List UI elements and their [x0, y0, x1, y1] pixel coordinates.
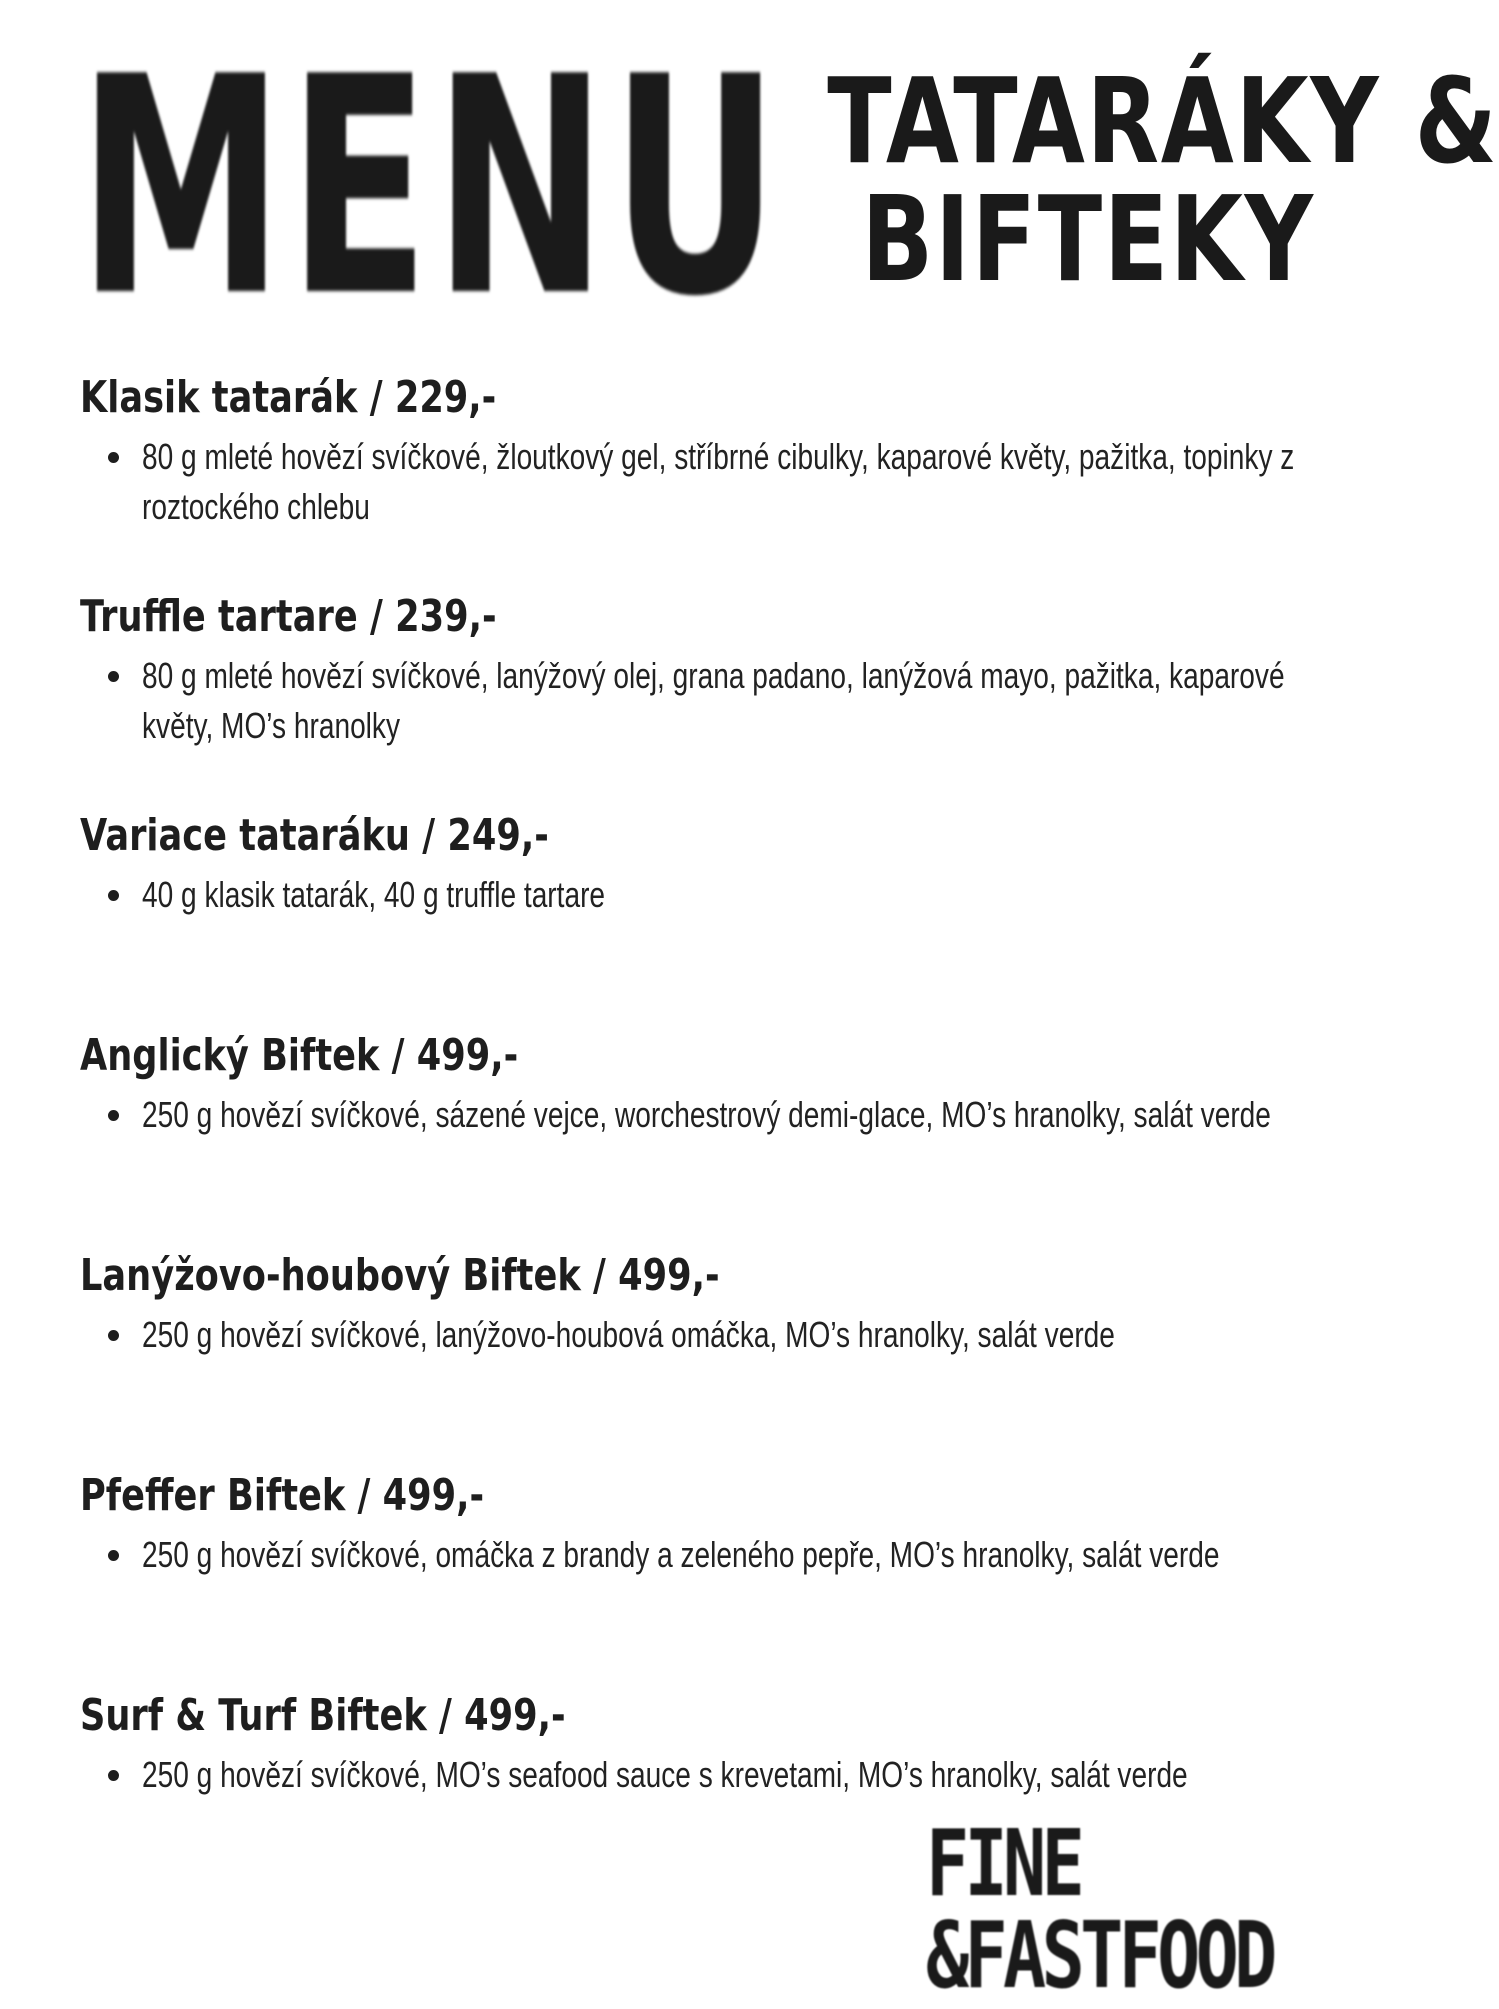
bullet-icon [108, 452, 119, 463]
menu-item-description [80, 870, 1330, 920]
menu-item [80, 1028, 1360, 1140]
menu-item-description-text: 250 g hovězí svíčkové, lanýžovo-houbová omáčka, MO’s hranolky, salát verde [142, 1314, 1115, 1355]
menu-item-title: Surf & Turf Biftek / 499,- [80, 1690, 566, 1741]
menu-item [80, 589, 1360, 751]
menu-item [80, 370, 1360, 532]
menu-item-title: Lanýžovo-houbový Biftek / 499,- [80, 1250, 720, 1301]
bullet-icon [108, 1550, 119, 1561]
menu-item-title: Anglický Biftek / 499,- [80, 1030, 519, 1081]
menu-item-description [80, 1310, 1330, 1360]
menu-item [80, 808, 1360, 920]
menu-item-description-text: 40 g klasik tatarák, 40 g truffle tartare [142, 874, 606, 915]
menu-item-description-text: 250 g hovězí svíčkové, omáčka z brandy a zeleného pepře, MO’s hranolky, salát verde [142, 1534, 1220, 1575]
logo-line-1: FINE [926, 1810, 1081, 1917]
menu-item-title: Truffle tartare / 239,- [80, 591, 497, 642]
menu-item-description-text: 80 g mleté hovězí svíčkové, lanýžový olej, grana padano, lanýžová mayo, pažitka, kaparové květy, MO’s hranolky [142, 655, 1285, 746]
menu-item-title: Pfeffer Biftek / 499,- [80, 1470, 485, 1521]
section-title [762, 52, 1499, 308]
menu-item-title: Klasik tatarák / 229,- [80, 372, 497, 423]
fine-fastfood-logo [926, 1810, 1371, 2009]
bullet-icon [108, 1330, 119, 1341]
menu-item-description [80, 1530, 1330, 1580]
section-title-line-2: BIFTEKY [861, 170, 1315, 308]
bullet-icon [108, 671, 119, 682]
menu-item-description [80, 1090, 1330, 1140]
menu-item-description [80, 1750, 1330, 1800]
menu-item-description [80, 432, 1330, 532]
menu-item-description-text: 250 g hovězí svíčkové, sázené vejce, worchestrový demi-glace, MO’s hranolky, salát verde [142, 1094, 1271, 1135]
menu-item [80, 1468, 1360, 1580]
menu-item-description-text: 250 g hovězí svíčkové, MO’s seafood sauce s krevetami, MO’s hranolky, salát verde [142, 1754, 1188, 1795]
menu-item-title: Variace tataráku / 249,- [80, 810, 549, 861]
section-title-line-1: TATARÁKY & [827, 52, 1499, 190]
bullet-icon [108, 1770, 119, 1781]
menu-item [80, 1248, 1360, 1360]
menu-item-description-text: 80 g mleté hovězí svíčkové, žloutkový gel, stříbrné cibulky, kaparové květy, pažitka, topinky z roztockého chlebu [142, 436, 1295, 527]
bullet-icon [108, 1110, 119, 1121]
menu-item-description [80, 651, 1330, 751]
menu-heading: MENU [78, 13, 784, 362]
logo-line-2: &FASTFOOD [926, 1902, 1273, 2009]
bullet-icon [108, 890, 119, 901]
menu-item [80, 1688, 1360, 1800]
